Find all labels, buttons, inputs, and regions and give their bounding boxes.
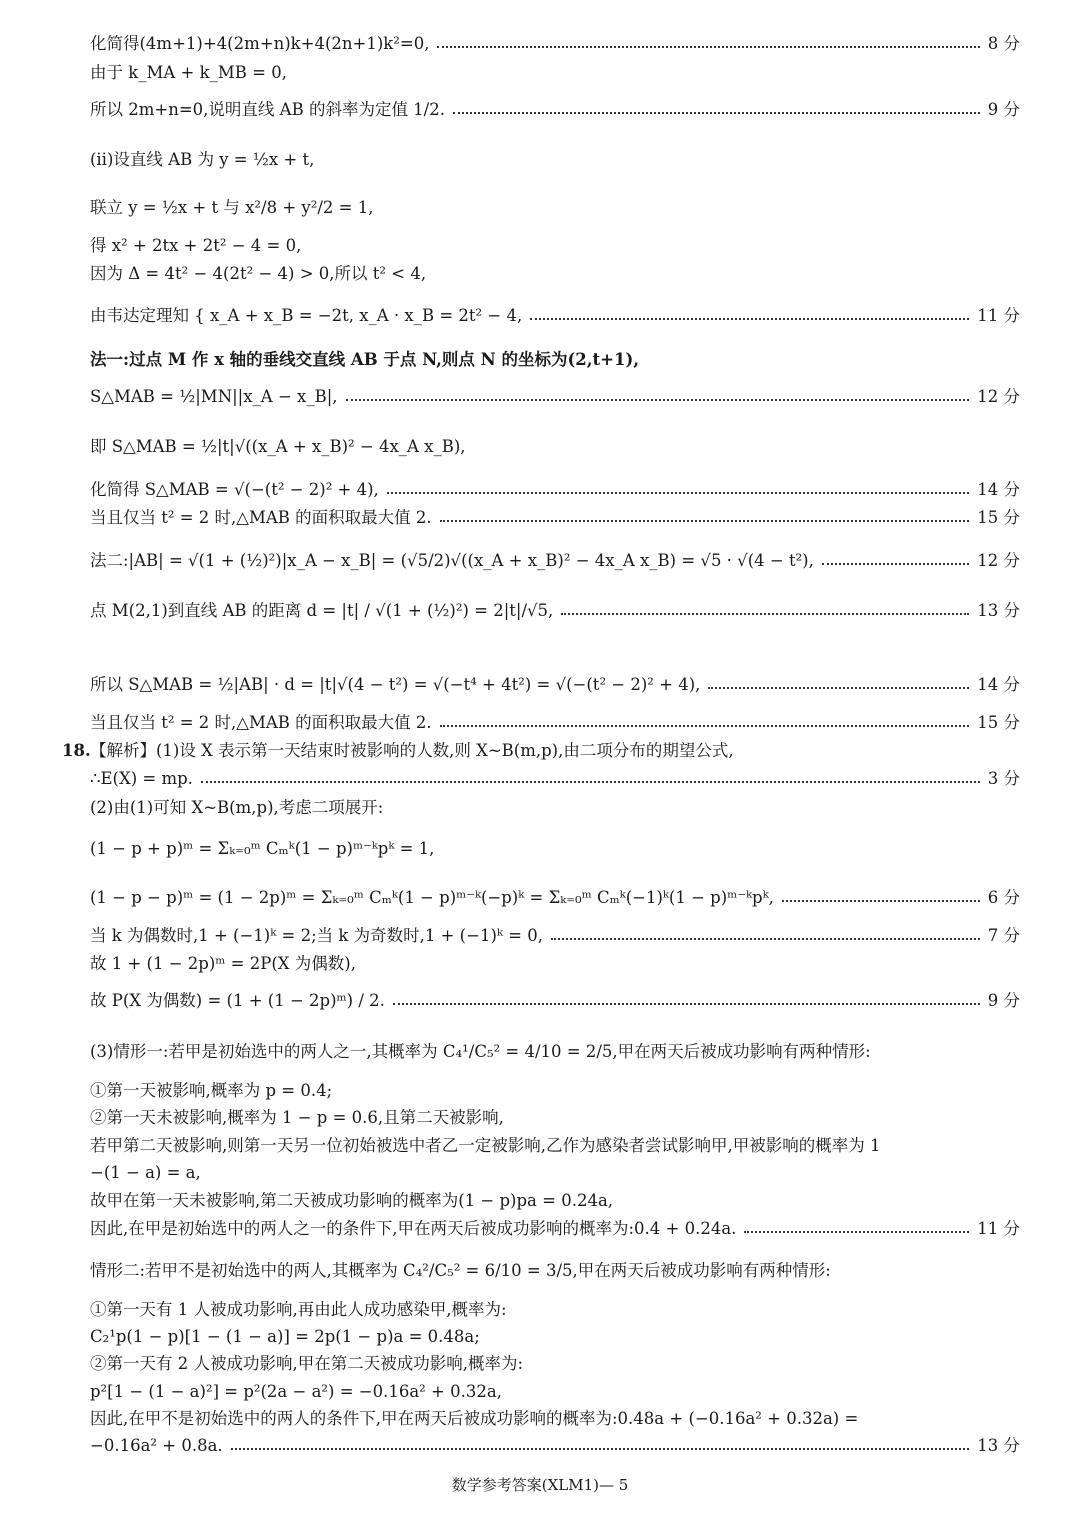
score-label: 15 分 (977, 508, 1020, 527)
score-label: 15 分 (977, 713, 1020, 732)
line-text: 当且仅当 t² = 2 时,△MAB 的面积取最大值 2. (90, 508, 432, 527)
score-label: 13 分 (977, 1436, 1020, 1455)
solution-line (90, 740, 1020, 762)
solution-line (90, 925, 1020, 947)
line-text: (1 − p + p)ᵐ = Σₖ₌₀ᵐ Cₘᵏ(1 − p)ᵐ⁻ᵏpᵏ = 1, (90, 839, 435, 858)
solution-line (90, 1381, 1020, 1403)
dot-leader (440, 520, 970, 522)
line-text: 法一:过点 M 作 x 轴的垂线交直线 AB 于点 N,则点 N 的坐标为(2,t+1), (90, 350, 640, 369)
line-text: 得 x² + 2tx + 2t² − 4 = 0, (90, 236, 302, 255)
solution-line (90, 507, 1020, 529)
line-text: C₂¹p(1 − p)[1 − (1 − a)] = 2p(1 − p)a = 0.48a; (90, 1327, 480, 1346)
score-label: 12 分 (977, 551, 1020, 570)
solution-line (90, 1190, 1020, 1212)
solution-line (90, 1107, 1020, 1129)
solution-line (90, 1218, 1020, 1240)
line-text: 因此,在甲不是初始选中的两人的条件下,甲在两天后被成功影响的概率为:0.48a + (−0.16a² + 0.32a) = (90, 1409, 859, 1428)
solution-line (90, 235, 1020, 257)
line-text: p²[1 − (1 − a)²] = p²(2a − a²) = −0.16a² + 0.32a, (90, 1382, 502, 1401)
score-label: 3 分 (987, 769, 1020, 788)
solution-line (90, 1135, 1020, 1157)
line-text: 故 1 + (1 − 2p)ᵐ = 2P(X 为偶数), (90, 954, 356, 973)
line-text: ②第一天有 2 人被成功影响,甲在第二天被成功影响,概率为: (90, 1354, 524, 1373)
solution-line (90, 953, 1020, 975)
solution-line (90, 33, 1020, 55)
solution-line (90, 62, 1020, 84)
line-text: 所以 2m+n=0,说明直线 AB 的斜率为定值 1/2. (90, 100, 445, 119)
solution-line (90, 1435, 1020, 1457)
dot-leader (453, 112, 980, 114)
score-label: 11 分 (977, 306, 1020, 325)
line-text: 当 k 为偶数时,1 + (−1)ᵏ = 2;当 k 为奇数时,1 + (−1)ᵏ = 0, (90, 926, 543, 945)
line-text: 若甲第二天被影响,则第一天另一位初始被选中者乙一定被影响,乙作为感染者尝试影响甲,甲被影响的概率为 1 (90, 1136, 881, 1155)
question-number: 18. (62, 741, 91, 760)
line-text: (1 − p − p)ᵐ = (1 − 2p)ᵐ = Σₖ₌₀ᵐ Cₘᵏ(1 − p)ᵐ⁻ᵏ(−p)ᵏ = Σₖ₌₀ᵐ Cₘᵏ(−1)ᵏ(1 − p)ᵐ⁻ᵏpᵏ, (90, 888, 774, 907)
solution-line (90, 1326, 1020, 1348)
solution-line (90, 149, 1020, 171)
line-text: 点 M(2,1)到直线 AB 的距离 d = |t| / √(1 + (½)²) = 2|t|/√5, (90, 601, 554, 620)
score-label: 13 分 (977, 601, 1020, 620)
line-text: 由于 k_MA + k_MB = 0, (90, 63, 287, 82)
score-label: 9 分 (987, 100, 1020, 119)
score-label: 14 分 (977, 480, 1020, 499)
solution-line (90, 712, 1020, 734)
solution-line (90, 1080, 1020, 1102)
solution-line (90, 436, 1020, 458)
line-text: (2)由(1)可知 X~B(m,p),考虑二项展开: (90, 798, 384, 817)
solution-line (90, 1041, 1020, 1063)
page-footer: 数学参考答案(XLM1)— 5 (451, 1476, 629, 1494)
solution-line (90, 1260, 1020, 1282)
method-one-heading (90, 349, 1020, 371)
line-text: −(1 − a) = a, (90, 1163, 201, 1182)
dot-leader (708, 687, 969, 689)
line-text: −0.16a² + 0.8a. (90, 1436, 223, 1455)
dot-leader (530, 318, 969, 320)
dot-leader (346, 399, 970, 401)
line-text: S△MAB = ½|MN||x_A − x_B|, (90, 387, 338, 406)
line-text: 情形二:若甲不是初始选中的两人,其概率为 C₄²/C₅² = 6/10 = 3/5,甲在两天后被成功影响有两种情形: (90, 1261, 831, 1280)
line-text: 故 P(X 为偶数) = (1 + (1 − 2p)ᵐ) / 2. (90, 991, 385, 1010)
solution-line (90, 768, 1020, 790)
score-label: 8 分 (987, 34, 1020, 53)
solution-line (90, 197, 1020, 219)
solution-line (90, 386, 1020, 408)
dot-leader (231, 1448, 970, 1450)
solution-line (90, 1353, 1020, 1375)
solution-line (90, 600, 1020, 622)
solution-line (90, 99, 1020, 121)
solution-line (90, 990, 1020, 1012)
line-text: 因此,在甲是初始选中的两人之一的条件下,甲在两天后被成功影响的概率为:0.4 + 0.24a. (90, 1219, 737, 1238)
solution-line (90, 1299, 1020, 1321)
solution-line (90, 797, 1020, 819)
dot-leader (744, 1231, 969, 1233)
line-text: 由韦达定理知 { x_A + x_B = −2t, x_A · x_B = 2t² − 4, (90, 306, 523, 325)
solution-line (90, 674, 1020, 696)
dot-leader (551, 938, 980, 940)
score-label: 6 分 (987, 888, 1020, 907)
score-label: 12 分 (977, 387, 1020, 406)
dot-leader (201, 781, 980, 783)
line-text: 所以 S△MAB = ½|AB| · d = |t|√(4 − t²) = √(−t⁴ + 4t²) = √(−(t² − 2)² + 4), (90, 675, 701, 694)
dot-leader (393, 1003, 980, 1005)
dot-leader (822, 563, 969, 565)
line-text: (3)情形一:若甲是初始选中的两人之一,其概率为 C₄¹/C₅² = 4/10 = 2/5,甲在两天后被成功影响有两种情形: (90, 1042, 871, 1061)
dot-leader (387, 492, 969, 494)
dot-leader (782, 900, 980, 902)
line-text: 故甲在第一天未被影响,第二天被成功影响的概率为(1 − p)pa = 0.24a, (90, 1191, 614, 1210)
score-label: 14 分 (977, 675, 1020, 694)
score-label: 7 分 (987, 926, 1020, 945)
line-text: ①第一天有 1 人被成功影响,再由此人成功感染甲,概率为: (90, 1300, 507, 1319)
score-label: 9 分 (987, 991, 1020, 1010)
line-text: 【解析】(1)设 X 表示第一天结束时被影响的人数,则 X~B(m,p),由二项分布的期望公式, (90, 741, 734, 760)
line-text: 法二:|AB| = √(1 + (½)²)|x_A − x_B| = (√5/2)√((x_A + x_B)² − 4x_A x_B) = √5 · √(4 − t²), (90, 551, 814, 570)
score-label: 11 分 (977, 1219, 1020, 1238)
dot-leader (561, 613, 969, 615)
dot-leader (437, 46, 979, 48)
solution-line (90, 1408, 1020, 1430)
line-text: ①第一天被影响,概率为 p = 0.4; (90, 1081, 333, 1100)
line-text: ∴E(X) = mp. (90, 769, 193, 788)
method-two-line (90, 550, 1020, 572)
line-text: 当且仅当 t² = 2 时,△MAB 的面积取最大值 2. (90, 713, 432, 732)
solution-line (90, 838, 1020, 860)
line-text: ②第一天未被影响,概率为 1 − p = 0.6,且第二天被影响, (90, 1108, 504, 1127)
line-text: 即 S△MAB = ½|t|√((x_A + x_B)² − 4x_A x_B), (90, 437, 466, 456)
line-text: 联立 y = ½x + t 与 x²/8 + y²/2 = 1, (90, 198, 374, 217)
line-text: 因为 Δ = 4t² − 4(2t² − 4) > 0,所以 t² < 4, (90, 264, 427, 283)
line-text: 化简得 S△MAB = √(−(t² − 2)² + 4), (90, 480, 379, 499)
dot-leader (440, 725, 970, 727)
solution-line (90, 479, 1020, 501)
solution-line (90, 263, 1020, 285)
solution-line (90, 1162, 1020, 1184)
solution-line (90, 887, 1020, 909)
line-text: (ⅱ)设直线 AB 为 y = ½x + t, (90, 150, 315, 169)
solution-line (90, 305, 1020, 327)
line-text: 化简得(4m+1)+4(2m+n)k+4(2n+1)k²=0, (90, 34, 430, 53)
